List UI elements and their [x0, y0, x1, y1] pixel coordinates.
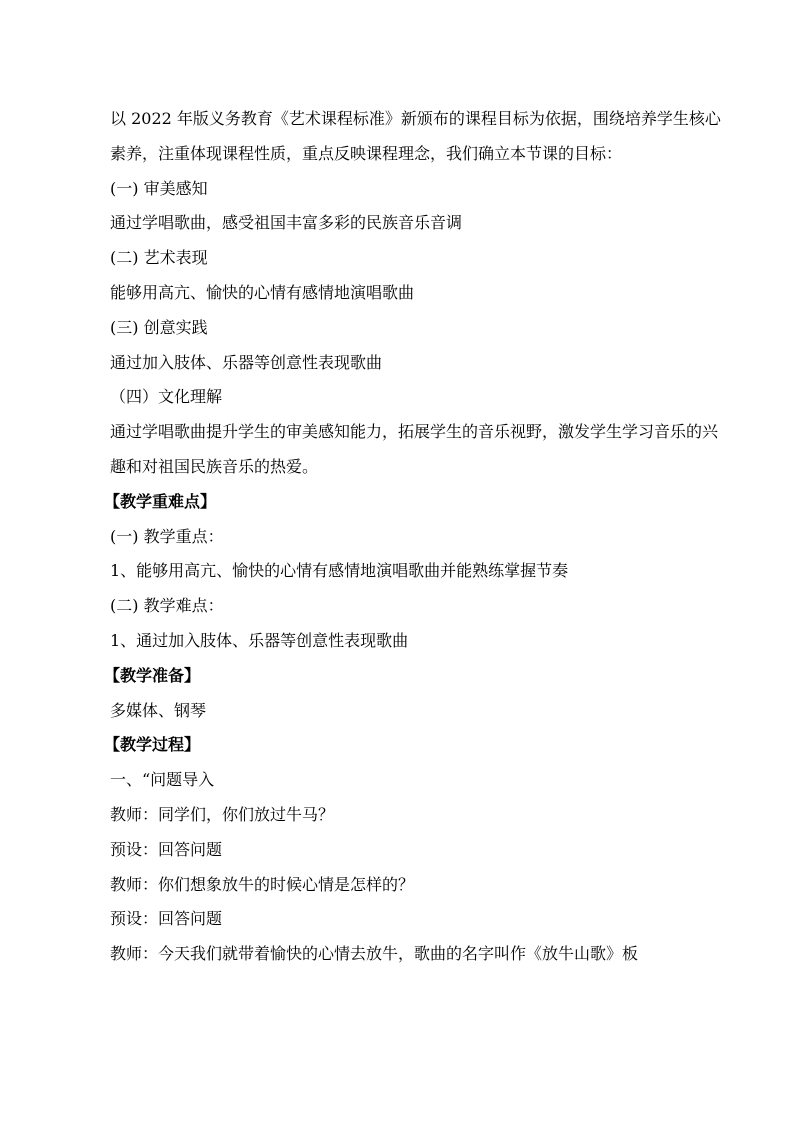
- teacher-question-1: 教师：同学们，你们放过牛马？: [110, 804, 335, 824]
- teacher-intro: 教师：今天我们就带着愉快的心情去放牛，歌曲的名字叫作《放牛山歌》板: [110, 944, 639, 964]
- key-difficult-heading: 【教学重难点】: [104, 491, 217, 511]
- objective-4-title: （四）文化理解: [110, 387, 223, 407]
- answer-1: 预设：回答问题: [110, 839, 223, 859]
- objective-2-text: 能够用高亢、愉快的心情有感情地演唱歌曲: [110, 282, 415, 302]
- process-1-title: 一、“问题导入: [110, 770, 215, 790]
- objective-1-title: (一) 审美感知: [110, 178, 208, 198]
- difficult-text: 1、通过加入肢体、乐器等创意性表现歌曲: [110, 630, 409, 650]
- teacher-question-2: 教师：你们想象放牛的时候心情是怎样的？: [110, 874, 415, 894]
- objective-3-text: 通过加入肢体、乐器等创意性表现歌曲: [110, 352, 383, 372]
- prep-text: 多媒体、钢琴: [110, 700, 207, 720]
- objective-1-text: 通过学唱歌曲，感受祖国丰富多彩的民族音乐音调: [110, 213, 463, 233]
- objective-2-title: (二) 艺术表现: [110, 248, 208, 268]
- answer-2: 预设：回答问题: [110, 909, 223, 929]
- objective-4-text-paragraph: 通过学唱歌曲提升学生的审美感知能力，拓展学生的音乐视野，激发学生学习音乐的兴趣和对祖国民族音乐的热爱。: [110, 422, 719, 476]
- difficult-title: (二) 教学难点：: [110, 596, 224, 616]
- prep-heading: 【教学准备】: [104, 665, 201, 685]
- key-title: (一) 教学重点：: [110, 526, 224, 546]
- document-content: [104, 102, 728, 972]
- key-text: 1、能够用高亢、愉快的心情有感情地演唱歌曲并能熟练掌握节奏: [110, 561, 569, 581]
- objective-intro-paragraph: 以 2022 年版义务教育《艺术课程标准》新颁布的课程目标为依据，围绕培养学生核心素养，注重体现课程性质，重点反映课程理念，我们确立本节课的目标：: [110, 109, 721, 163]
- objective-3-title: (三) 创意实践: [110, 317, 208, 337]
- process-heading: 【教学过程】: [104, 735, 201, 755]
